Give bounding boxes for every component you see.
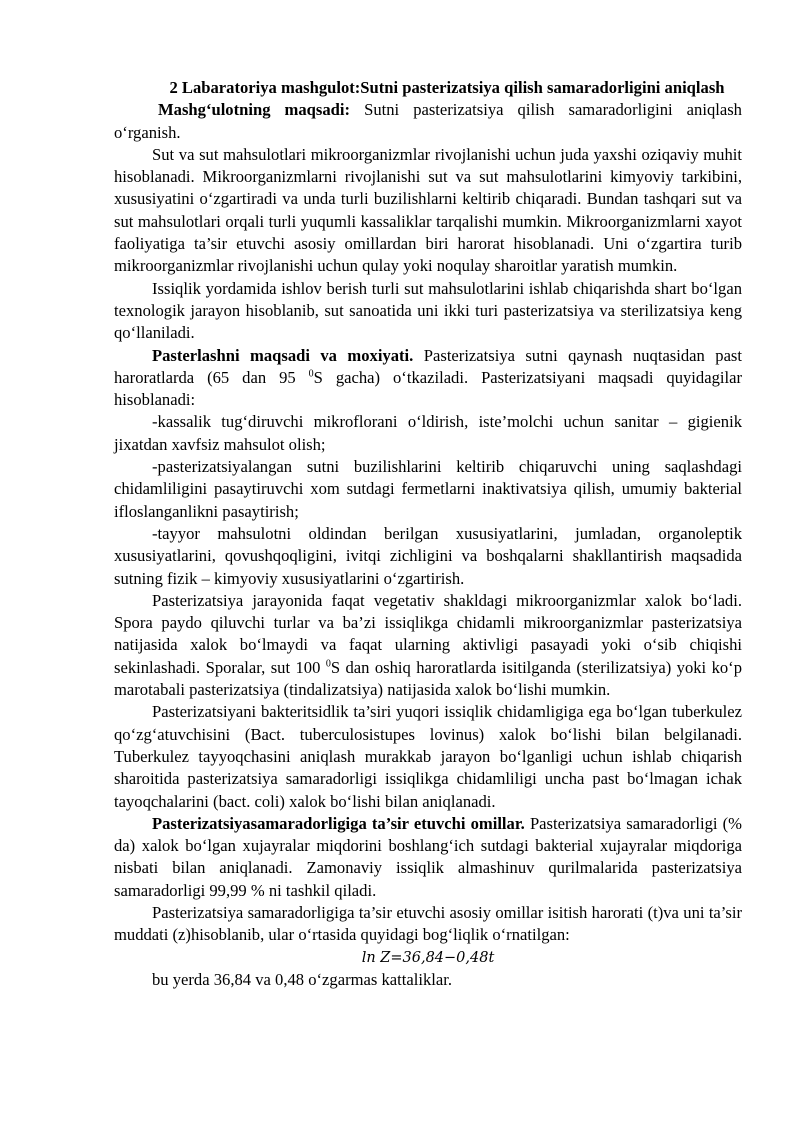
spores-text-before: Pasterizatsiya jarayonida faqat vegetativ shakldagi mikroorganizmlar xalok bo‘ladi. Spora paydo qiluvchi turlar va ba’zi issiqlikga chidamli mikroorganizmlar pasterizatsiya natijasida xalok bo‘lmaydi va faqat ularning aktivligi pasayadi yoki o‘sib chiqishi sekinlashadi. Sporalar, sut 100 bbox=[114, 590, 742, 677]
factors-paragraph bbox=[114, 813, 742, 902]
goal-paragraph bbox=[114, 99, 742, 144]
purpose-label: Pasterlashni maqsadi va moxiyati. bbox=[152, 345, 414, 365]
degree-superscript: 0 bbox=[325, 658, 331, 670]
constants-paragraph: bu yerda 36,84 va 0,48 o‘zgarmas kattaliklar. bbox=[152, 969, 452, 989]
degree-superscript: 0 bbox=[308, 368, 314, 380]
purpose-text-before: Pasterizatsiya sutni qaynash nuqtasidan past haroratlarda (65 dan 95 bbox=[114, 345, 742, 387]
heat-treatment-paragraph: Issiqlik yordamida ishlov berish turli sut mahsulotlarini ishlab chiqarishda shart bo‘lgan texnologik jarayon hisoblanib, sut sanoatida uni ikki turi pasterizatsiya va sterilizatsiya keng qo‘llaniladi. bbox=[114, 278, 742, 343]
bullet-item: -tayyor mahsulotni oldindan berilgan xususiyatlarini, jumladan, organoleptik xususiyatlarini, qovushqoqligini, ivitqi zichligini va boshqalarni shakllantirish maqsadida sutning fizik – kimyoviy xususiyatlarini o‘zgartirish. bbox=[114, 523, 742, 588]
relation-paragraph: Pasterizatsiya samaradorligiga ta’sir etuvchi asosiy omillar isitish harorati (t)va uni ta’sir muddati (z)hisoblanib, ular o‘rtasida quyidagi bog‘liqlik o‘rnatilgan: bbox=[114, 902, 742, 945]
page-title: 2 Labaratoriya mashgulot:Sutni pasterizatsiya qilish samaradorligini aniqlash bbox=[169, 78, 725, 97]
document-page bbox=[114, 77, 742, 991]
intro-paragraph: Sut va sut mahsulotlari mikroorganizmlar rivojlanishi uchun juda yaxshi oziqaviy muhit hisoblanadi. Mikroorganizmlarni rivojlanishi sut va sut mahsulotlarini kimyoviy tarkibini, xususiyatini o‘zgartiradi va unda turli buzilishlarni keltirib chiqaradi. Bundan tashqari sut va sut mahsulotlari orqali turli yuqumli kassaliklar tarqalishi mumkin. Mikroorganizmlarni xayot faoliyatiga ta’sir etuvchi asosiy omillardan biri harorat hisoblanadi. Uni o‘zgartira turib mikroorganizmlar rivojlanishi uchun qulay yoki noqulay sharoitlar yaratish mumkin. bbox=[114, 144, 742, 276]
purpose-paragraph bbox=[114, 345, 742, 412]
tuberculosis-paragraph: Pasterizatsiyani bakteritsidlik ta’siri yuqori issiqlik chidamligiga ega bo‘lgan tuberkulez qo‘zg‘atuvchisini (Bact. tuberculosistupes lovinus) xalok bo‘lishi bilan belgilanadi. Tuberkulez tayyoqchasini aniqlash murakkab jarayon bo‘lganligi uchun ishlab chiqarish sharoitida pasterizatsiya samaradorligi issiqlikga chidamliligi uncha past bo‘lmagan ichak tayoqchalarini (bact. coli) xalok bo‘lishi bilan aniqlanadi. bbox=[114, 702, 742, 811]
purpose-text-after: S gacha) o‘tkaziladi. Pasterizatsiyani maqsadi quyidagilar hisoblanadi: bbox=[114, 367, 742, 410]
formula: ln Z=36,84−0,48t bbox=[361, 949, 495, 966]
bullet-item: -kassalik tug‘diruvchi mikroflorani o‘ldirish, iste’molchi uchun sanitar – gigienik jixatdan xavfsiz mahsulot olish; bbox=[114, 412, 742, 454]
spores-text-after: S dan oshiq haroratlarda isitilganda (sterilizatsiya) yoki ko‘p marotabali pasterizatsiya (tindalizatsiya) natijasida xalok bo‘lishi mumkin. bbox=[114, 657, 742, 700]
factors-label: Pasterizatsiyasamaradorligiga ta’sir etuvchi omillar. bbox=[152, 813, 525, 833]
bullet-item: -pasterizatsiyalangan sutni buzilishlarini keltirib chiqaruvchi uning saqlashdagi chidamliligini pasaytiruvchi xom sutdagi fermetlarni inaktivatsiya qilish, umumiy bakterial ifloslanganlikni pasaytirish; bbox=[114, 457, 742, 521]
goal-label: Mashg‘ulotning maqsadi: bbox=[158, 100, 351, 120]
factors-text: Pasterizatsiya samaradorligi (% da) xalok bo‘lgan xujayralar miqdorini boshlang‘ich sutdagi bakterial xujayralar miqdoriga nisbati bilan aniqlanadi. Zamonaviy issiqlik almashinuv qurilmalarida pasterizatsiya samaradorligi 99,99 % ni tashkil qiladi. bbox=[114, 813, 742, 900]
goal-text: Sutni pasterizatsiya qilish samaradorligini aniqlash o‘rganish. bbox=[114, 100, 742, 142]
spores-paragraph bbox=[114, 590, 742, 701]
